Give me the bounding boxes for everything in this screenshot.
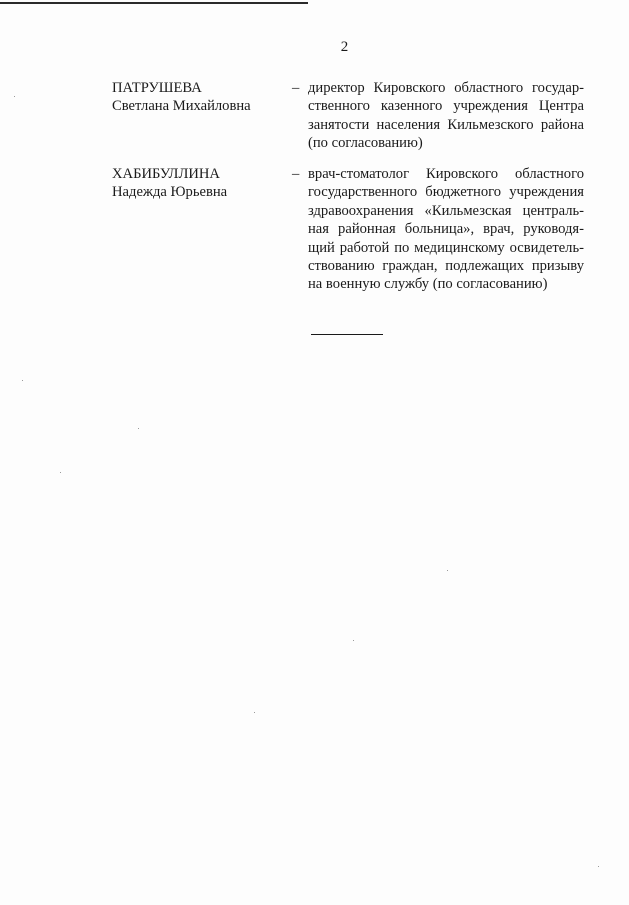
scan-speck <box>60 472 61 473</box>
member-surname: ХАБИБУЛЛИНА <box>112 166 220 182</box>
role-line: занятости населения Кильмезского района <box>308 116 584 133</box>
role-line: директор Кировского областного государ- <box>308 80 584 96</box>
member-given-names: Светлана Михайловна <box>112 98 251 115</box>
scan-speck <box>22 380 23 381</box>
role-line: государственного бюджетного учреждения <box>308 184 584 201</box>
entry-dash: – <box>292 166 300 182</box>
scan-edge-line <box>0 2 308 4</box>
scan-speck <box>353 640 354 641</box>
scan-speck <box>598 866 599 867</box>
member-surname: ПАТРУШЕВА <box>112 80 202 96</box>
role-line: ствованию граждан, подлежащих призыву <box>308 258 584 275</box>
entry-dash: – <box>292 80 300 96</box>
role-line: ственного казенного учреждения Центра <box>308 98 584 115</box>
page-number: 2 <box>340 39 349 55</box>
member-name <box>112 165 282 202</box>
role-line: щий работой по медицинскому освидетель- <box>308 239 584 256</box>
member-name <box>112 79 282 116</box>
scan-speck <box>447 570 448 571</box>
scan-speck <box>14 96 15 97</box>
role-line: здравоохранения «Кильмезская централь- <box>308 202 584 219</box>
member-given-names: Надежда Юрьевна <box>112 184 228 201</box>
role-line: (по согласованию) <box>308 135 423 152</box>
role-line: врач-стоматолог Кировского областного <box>308 166 584 182</box>
member-role <box>308 79 584 153</box>
scan-speck <box>254 712 255 713</box>
role-line: на военную службу (по согласованию) <box>308 276 548 293</box>
scan-speck <box>138 428 139 429</box>
role-line: ная районная больница», врач, руководя- <box>308 221 584 238</box>
end-of-list-rule <box>311 334 383 335</box>
member-role <box>308 165 584 294</box>
